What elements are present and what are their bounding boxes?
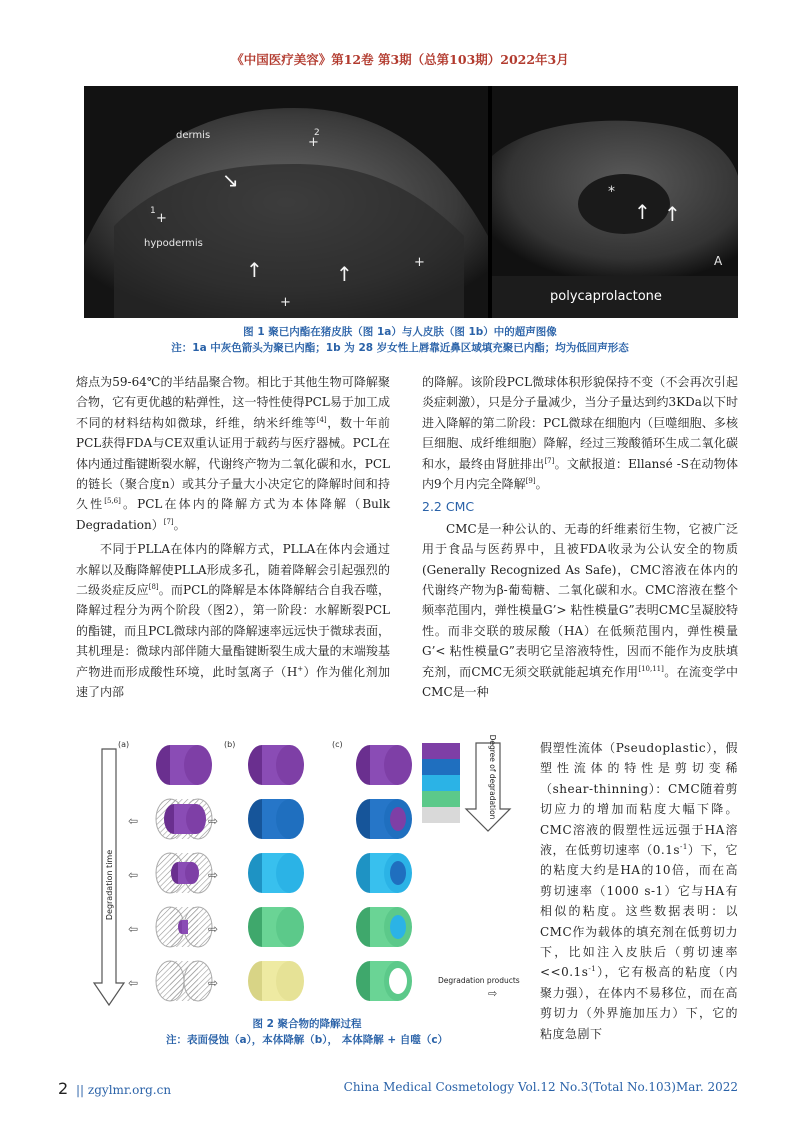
column-a-surface-erosion: [128, 745, 218, 1001]
arrow-icon: ↑: [664, 202, 681, 226]
citation: [7]: [163, 517, 174, 526]
paragraph: 熔点为59-64℃的半结晶聚合物。相比于其他生物可降解聚合物，它有更优越的粘弹性，这一特性使得PCL易于加工成不同的材料结构如微球，纤维，纳米纤维等[4]，数十年前PCL获得FDA与CE双重认证用于载药与医疗器械。PCL在体内通过酯键断裂水解，代谢终产物为二氧化碳和水，PCL的链长（聚合度n）或其分子量大小决定它的降解时间和持久性[5,6]。PCL在体内的降解方式为本体降解（Bulk Degradation）[7]。: [76, 375, 390, 532]
panel-label-c: (c): [332, 740, 343, 749]
marker-cross: +: [308, 135, 319, 150]
arrow-icon: ↑: [246, 258, 263, 282]
products-label: Degradation products: [438, 976, 520, 985]
marker-1-label: 1: [150, 206, 156, 216]
degradation-color-scale: [422, 743, 460, 823]
figure-2-caption-title: 图 2 聚合物的降解过程: [252, 1018, 362, 1030]
citation: [5,6]: [104, 497, 121, 506]
time-axis-label: Degradation time: [105, 849, 114, 921]
scale-swatch: [422, 743, 460, 759]
hypodermis-label: hypodermis: [144, 238, 203, 249]
citation: [10,11]: [638, 664, 664, 673]
ultrasound-human-image: [492, 86, 738, 318]
journal-header: 《中国医疗美容》第12卷 第3期（总第103期）2022年3月: [231, 52, 569, 67]
marker-cross: +: [414, 255, 425, 270]
marker-2-label: 2: [314, 128, 320, 138]
star-marker: *: [608, 184, 615, 200]
column-b-bulk-degradation: [248, 745, 304, 1001]
panel-label-a: (a): [118, 740, 130, 749]
left-column: [76, 372, 390, 703]
degree-arrow: [466, 735, 510, 831]
paragraph: 的降解。该阶段PCL微球体积形貌保持不变（不会再次引起炎症刺激），只是分子量减少，当分子量达到约3KDa以下时进入降解的第二阶段：PCL微球在细胞内（巨噬细胞、多核巨细胞、成纤维细胞）降解，经过三羧酸循环生成二氧化碳和水，最终由肾脏排出[7]。文献报道：Ellansé -S在动物体内9个月内完全降解[9]。: [422, 375, 738, 492]
paragraph: 假塑性流体（Pseudoplastic），假塑性流体的特性是剪切变稀（shear-thinning）：CMC随着剪切应力的增加而粘度大幅下降。CMC溶液的假塑性远远强于HA溶液，在低剪切速率$(0.1s^{-1})$下，它的粘度大约是HA的10倍，而在高剪切速率（1000 s-1）它与HA有相似的粘度。这些数据表明：以CMC作为载体的填充剂在低剪切力下，比如注入皮肤后（剪切速率$<<0.1s^{-1}$），它有极高的粘度（内聚力强），在体内不易移位，而在高剪切力（外界施加压力）下，它的粘度急剧下: [540, 741, 738, 1041]
degradation-diagram: [92, 735, 522, 1015]
figure-2-caption-note: 注：表面侵蚀（a），本体降解（b）， 本体降解 + 自噬（c）: [165, 1034, 449, 1046]
arrow-icon: ↘: [222, 168, 239, 192]
ultrasound-texture: [84, 86, 488, 318]
right-arrow-icon: ⇨: [208, 922, 219, 936]
ultrasound-texture: [492, 86, 738, 318]
right-arrow-icon: ⇨: [208, 976, 219, 990]
left-arrow-icon: ⇦: [128, 976, 139, 990]
column-c-bulk-autophagy: [356, 745, 412, 1001]
citation: [9]: [525, 477, 536, 486]
right-column: [422, 372, 738, 703]
degree-axis-label: Degree of degradation: [488, 735, 497, 820]
degradation-time-arrow: [94, 749, 124, 1005]
page-number: 2: [58, 1079, 69, 1098]
footer-left: [58, 1079, 171, 1098]
section-heading: 2.2 CMC: [422, 499, 475, 515]
right-arrow-icon: ⇨: [208, 868, 219, 882]
left-arrow-icon: ⇦: [128, 922, 139, 936]
paragraph: 不同于PLLA在体内的降解方式，PLLA在体内会通过水解以及酶降解使PLLA形成多孔，随着降解会引起强烈的二级炎症反应[8]。而PCL的降解是本体降解结合自我吞噬，降解过程分为两个阶段（图2），第一阶段：水解断裂PCL的酯键，而且PCL微球内部的降解速率远远快于微球表面，其机理是：微球内部伴随大量酯键断裂生成大量的末端羧基产物进而形成酸性环境，此时氢离子（H+）作为催化剂加速了内部: [76, 542, 390, 700]
arrow-icon: ↑: [336, 262, 353, 286]
site-link[interactable]: zgylmr.org.cn: [87, 1083, 172, 1097]
marker-cross: +: [156, 211, 167, 226]
panel-label-b: (b): [224, 740, 236, 749]
left-arrow-icon: ⇦: [128, 868, 139, 882]
arrow-icon: ↑: [634, 200, 651, 224]
scale-swatch: [422, 775, 460, 791]
left-arrow-icon: ⇦: [128, 814, 139, 828]
separator: ||: [76, 1083, 88, 1097]
figure-1: [84, 86, 738, 318]
right-arrow-icon: ⇨: [488, 987, 498, 1000]
scale-swatch: [422, 759, 460, 775]
scale-swatch: [422, 807, 460, 823]
citation: [8]: [148, 583, 159, 592]
figure-2: [92, 735, 522, 1015]
dermis-label: dermis: [176, 130, 211, 141]
citation: [4]: [316, 415, 327, 424]
citation: [7]: [544, 456, 555, 465]
marker-cross: +: [280, 295, 291, 310]
scale-swatch: [422, 791, 460, 807]
right-narrow-column: [540, 738, 738, 1044]
material-label: polycaprolactone: [550, 289, 662, 304]
figure-1-caption-note: 注：1a 中灰色箭头为聚已内酯；1b 为 28 岁女性上唇靠近鼻区域填充聚已内酯；均为低回声形态: [171, 342, 629, 354]
right-arrow-icon: ⇨: [208, 814, 219, 828]
figure-1-caption-title: 图 1 聚已内酯在猪皮肤（图 1a）与人皮肤（图 1b）中的超声图像: [243, 326, 557, 338]
ultrasound-porcine-image: [84, 86, 488, 318]
footer-journal: China Medical Cosmetology Vol.12 No.3(Total No.103)Mar. 2022: [343, 1080, 738, 1094]
paragraph: CMC是一种公认的、无毒的纤维素衍生物，它被广泛用于食品与医药界中，且被FDA收录为公认安全的物质 (Generally Recognized As Safe)，CMC溶液在体内的代谢终产物为β-葡萄糖、二氧化碳和水。CMC溶液在整个频率范围内，弹性模量G’> 粘性模量G”表明CMC呈凝胶特性。而非交联的玻尿酸（HA）在低频范围内，弹性模量G’< 粘性模量G”表明它呈溶液特性，因而不能作为皮肤填充剂，而CMC无须交联就能起填充作用[10,11]。在流变学中CMC是一种: [422, 521, 738, 700]
panel-a-label: A: [714, 254, 723, 268]
